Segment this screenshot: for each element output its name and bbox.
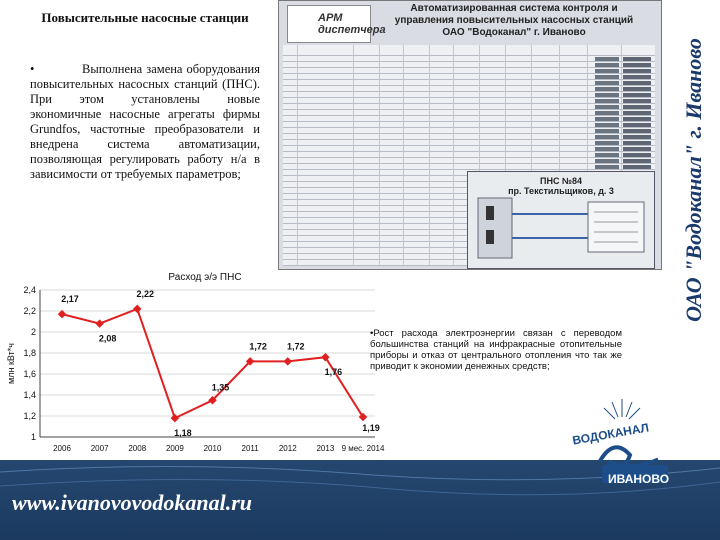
- chart-title: Расход э/э ПНС: [168, 272, 242, 283]
- table-row-line: [283, 91, 655, 92]
- dispatcher-logo-text: АРМ диспетчера: [318, 12, 386, 36]
- x-tick-label: 9 мес. 2014: [341, 444, 385, 453]
- table-row-line: [283, 145, 655, 146]
- secondary-bullet-text: Рост расхода электроэнергии связан с переводом большинства станций на инфракрасные отопительные приборы и отказ от центрального отопления что так же приводит к экономии денежных средств;: [370, 328, 622, 372]
- popup-diagram: [468, 172, 654, 268]
- logo-text-vodokanal: ВОДОКАНАЛ: [571, 420, 650, 448]
- table-row-line: [283, 151, 655, 152]
- x-tick-label: 2006: [53, 444, 71, 453]
- table-row-line: [283, 157, 655, 158]
- y-axis-label: млн кВт*ч: [6, 343, 16, 384]
- data-label: 1,19: [362, 423, 380, 434]
- table-row-line: [283, 97, 655, 98]
- footer-url[interactable]: www.ivanovovodokanal.ru: [12, 490, 252, 515]
- x-tick-label: 2012: [278, 444, 297, 453]
- table-row-line: [283, 73, 655, 74]
- table-row-line: [283, 61, 655, 62]
- table-row-line: [283, 163, 655, 164]
- y-tick-label: 1,6: [23, 369, 36, 379]
- table-row-line: [283, 127, 655, 128]
- dispatcher-title-line1: Автоматизированная система контроля и: [410, 3, 618, 14]
- table-row-line: [283, 67, 655, 68]
- table-row-line: [283, 55, 655, 56]
- data-label: 1,18: [174, 428, 192, 439]
- data-label: 1,76: [324, 367, 343, 378]
- sidebar-company-name: ОАО "Водоканал" г. Иваново: [681, 38, 706, 322]
- data-label: 2,22: [136, 288, 155, 299]
- table-column-line: [297, 45, 298, 265]
- data-point: [284, 357, 292, 365]
- table-row-line: [283, 169, 655, 170]
- dispatcher-title-line2: управления повысительных насосных станций: [394, 15, 634, 26]
- dispatcher-logo: [287, 5, 386, 43]
- data-label: 2,08: [98, 333, 117, 344]
- y-tick-label: 2,2: [23, 306, 36, 316]
- table-row-line: [283, 121, 655, 122]
- table-column-line: [353, 45, 354, 265]
- table-column-line: [453, 45, 454, 265]
- data-label: 1,72: [286, 341, 305, 352]
- y-tick-label: 2,4: [23, 285, 36, 295]
- main-bullet-text: Выполнена замена оборудования повысительных насосных станций (ПНС). При этом установлены новые экономичные насосные агрегаты фирмы Grundfos, частотные преобразователи и внедрена система автоматизации, позволяющая регулировать работу н/а в зависимости от требуемых параметров;: [30, 62, 260, 181]
- sidebar: [668, 0, 720, 460]
- x-tick-label: 2010: [203, 444, 222, 453]
- table-column-line: [429, 45, 430, 265]
- dispatcher-title-line3: ОАО "Водоканал" г. Иваново: [442, 27, 586, 38]
- dispatcher-title: [379, 3, 649, 39]
- table-column-line: [379, 45, 380, 265]
- logo-text-ivanovo: ИВАНОВО: [608, 472, 670, 486]
- dispatcher-screenshot: [278, 0, 662, 270]
- slide-title: Повысительные насосные станции: [41, 10, 249, 25]
- popup-title-line2: пр. Текстильщиков, д. 3: [508, 186, 614, 196]
- y-tick-label: 2: [30, 327, 36, 337]
- table-row-line: [283, 115, 655, 116]
- x-tick-label: 2008: [128, 444, 147, 453]
- popup-title-line1: ПНС №84: [539, 176, 582, 186]
- data-point: [95, 319, 103, 327]
- table-column-line: [403, 45, 404, 265]
- x-tick-label: 2009: [165, 444, 184, 453]
- x-tick-label: 2007: [90, 444, 109, 453]
- secondary-bullet-marker: •: [370, 328, 374, 339]
- table-row-line: [283, 139, 655, 140]
- data-point: [133, 305, 141, 313]
- x-tick-label: 2013: [316, 444, 335, 453]
- table-row-line: [283, 103, 655, 104]
- y-tick-label: 1,8: [23, 348, 36, 358]
- data-point: [171, 414, 179, 422]
- main-bullet: [30, 62, 260, 182]
- y-tick-label: 1,4: [23, 390, 36, 400]
- energy-chart: [0, 280, 400, 470]
- y-tick-label: 1,2: [23, 411, 36, 421]
- x-tick-label: 2011: [241, 444, 259, 453]
- data-label: 1,35: [211, 382, 230, 393]
- station-popup: [467, 171, 655, 269]
- data-label: 1,72: [249, 341, 267, 352]
- table-row-line: [283, 79, 655, 80]
- bullet-marker: •: [30, 62, 35, 76]
- table-row-line: [283, 85, 655, 86]
- secondary-bullet: [370, 328, 622, 372]
- data-label: 2,17: [61, 294, 79, 305]
- y-tick-label: 1: [30, 432, 36, 442]
- table-row-line: [283, 109, 655, 110]
- table-row-line: [283, 133, 655, 134]
